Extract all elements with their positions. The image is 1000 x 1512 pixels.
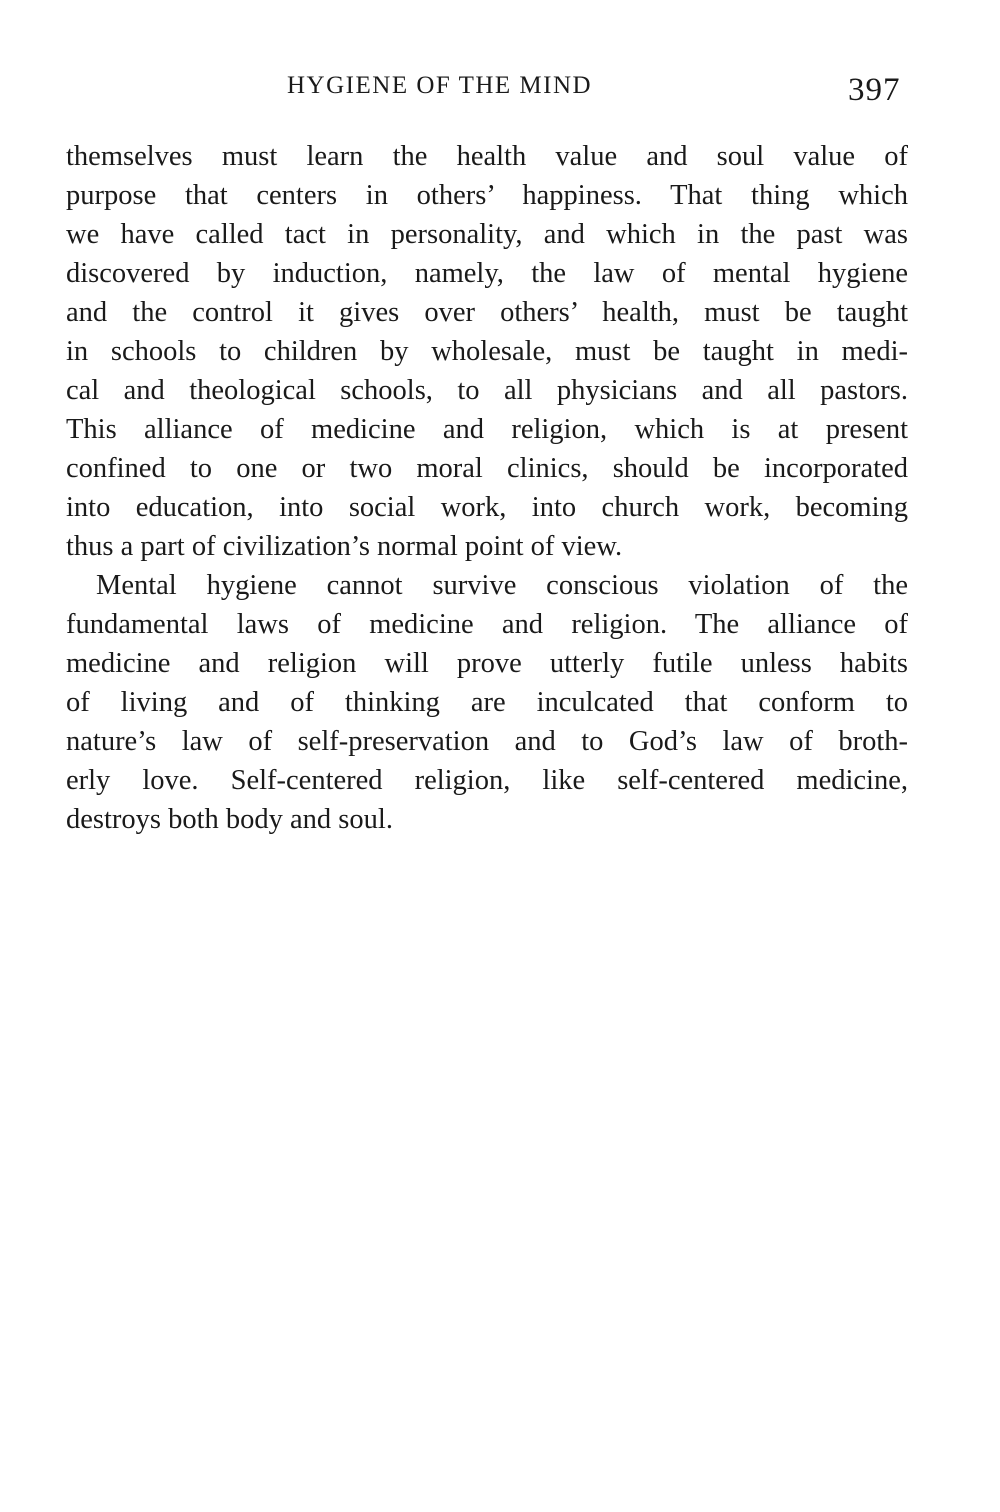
text-line: cal and theological schools, to all physicians and all pastors. xyxy=(66,375,908,406)
text-line: fundamental laws of medicine and religion. The alliance of xyxy=(66,609,908,640)
body-text xyxy=(66,137,908,839)
text-line: confined to one or two moral clinics, should be incorporated xyxy=(66,453,908,484)
page-number: 397 xyxy=(848,72,901,108)
text-line: into education, into social work, into church work, becoming xyxy=(66,492,908,523)
text-line: nature’s law of self-preservation and to God’s law of broth- xyxy=(66,726,908,757)
text-line: of living and of thinking are inculcated that conform to xyxy=(66,687,908,718)
text-line: erly love. Self-centered religion, like self-centered medicine, xyxy=(66,765,908,796)
text-line: we have called tact in personality, and which in the past was xyxy=(66,219,908,250)
text-line: in schools to children by wholesale, must be taught in medi- xyxy=(66,336,908,367)
text-line: Mental hygiene cannot survive conscious violation of the xyxy=(96,570,908,601)
text-line: themselves must learn the health value and soul value of xyxy=(66,141,908,172)
running-head xyxy=(0,68,1000,108)
running-head-title: HYGIENE OF THE MIND xyxy=(287,72,593,99)
text-line: medicine and religion will prove utterly futile unless habits xyxy=(66,648,908,679)
paragraph-2 xyxy=(66,566,908,839)
text-line: This alliance of medicine and religion, which is at present xyxy=(66,414,908,445)
text-line: thus a part of civilization’s normal point of view. xyxy=(66,531,623,562)
text-line: destroys both body and soul. xyxy=(66,804,393,835)
text-line: purpose that centers in others’ happiness. That thing which xyxy=(66,180,908,211)
text-line: discovered by induction, namely, the law of mental hygiene xyxy=(66,258,908,289)
text-line: and the control it gives over others’ health, must be taught xyxy=(66,297,908,328)
paragraph-1 xyxy=(66,137,908,566)
